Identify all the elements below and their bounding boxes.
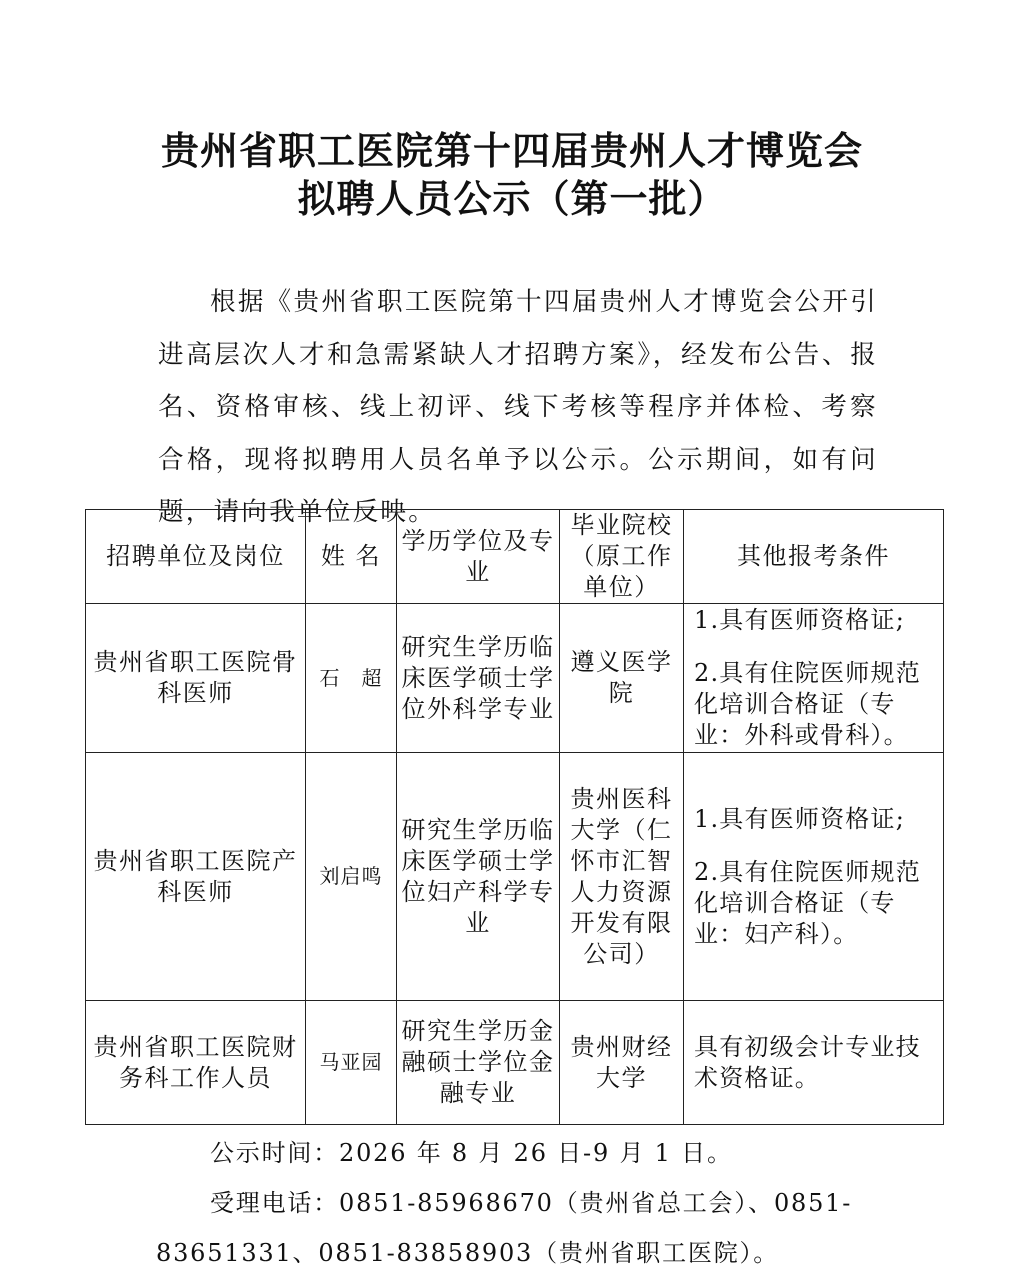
requirement-1: 1.具有医师资格证;	[694, 804, 905, 833]
cell-requirements	[684, 1001, 944, 1125]
contact-phone-line-2: 83651331、0851-83858903（贵州省职工医院）。	[156, 1239, 780, 1267]
cell-degree: 研究生学历临床医学硕士学位外科学专业	[397, 604, 560, 753]
table-row	[86, 753, 944, 1001]
table-row	[86, 1001, 944, 1125]
requirement-1: 具有初级会计专业技术资格证。	[694, 1032, 921, 1092]
cell-degree: 研究生学历临床医学硕士学位妇产科学专业	[397, 753, 560, 1001]
header-degree: 学历学位及专业	[397, 510, 560, 604]
announcement-period: 公示时间：2026 年 8 月 26 日-9 月 1 日。	[210, 1139, 733, 1167]
header-other: 其他报考条件	[684, 510, 944, 604]
cell-unit: 贵州省职工医院财务科工作人员	[86, 1001, 306, 1125]
cell-requirements	[684, 604, 944, 753]
table-row	[86, 604, 944, 753]
cell-name: 石 超	[306, 604, 397, 753]
header-name: 姓 名	[306, 510, 397, 604]
cell-school: 贵州财经大学	[560, 1001, 684, 1125]
cell-school: 遵义医学院	[560, 604, 684, 753]
requirement-2: 2.具有住院医师规范化培训合格证（专业：妇产科）。	[694, 857, 921, 948]
cell-degree: 研究生学历金融硕士学位金融专业	[397, 1001, 560, 1125]
cell-requirements	[684, 753, 944, 1001]
table-header-row	[86, 510, 944, 604]
header-school: 毕业院校（原工作单位）	[560, 510, 684, 604]
header-unit: 招聘单位及岗位	[86, 510, 306, 604]
requirement-1: 1.具有医师资格证;	[694, 606, 905, 634]
cell-school: 贵州医科大学（仁怀市汇智人力资源开发有限公司）	[560, 753, 684, 1001]
candidate-table	[85, 509, 944, 1125]
cell-name: 马亚园	[306, 1001, 397, 1125]
intro-paragraph: 根据《贵州省职工医院第十四届贵州人才博览会公开引进高层次人才和急需紧缺人才招聘方案》，经发布公告、报名、资格审核、线上初评、线下考核等程序并体检、考察合格，现将拟聘用人员名单予以公示。公示期间，如有问题，请向我单位反映。	[158, 287, 878, 527]
contact-phone-line-1: 受理电话：0851-85968670（贵州省总工会）、0851-	[210, 1189, 853, 1217]
cell-unit: 贵州省职工医院骨科医师	[86, 604, 306, 753]
requirement-2: 2.具有住院医师规范化培训合格证（专业：外科或骨科）。	[694, 659, 921, 749]
document-title-line-1: 贵州省职工医院第十四届贵州人才博览会	[160, 129, 863, 173]
cell-unit: 贵州省职工医院产科医师	[86, 753, 306, 1001]
cell-name: 刘启鸣	[306, 753, 397, 1001]
document-title-line-2: 拟聘人员公示（第一批）	[297, 177, 727, 221]
